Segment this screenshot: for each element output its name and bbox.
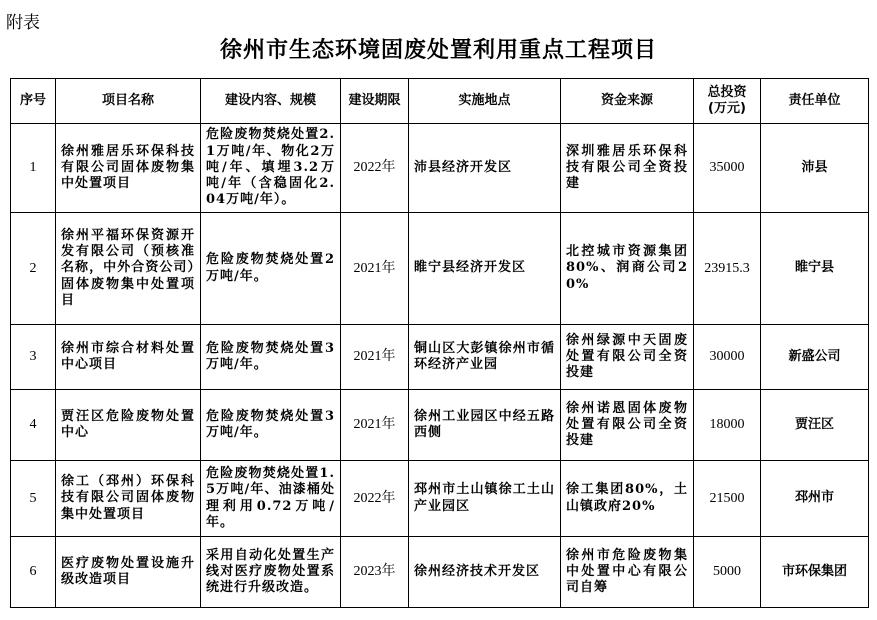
cell-period: 2021年 <box>341 213 409 325</box>
col-header-location: 实施地点 <box>409 79 561 124</box>
col-header-content: 建设内容、规模 <box>201 79 341 124</box>
table-row <box>11 213 869 325</box>
cell-content: 危险废物焚烧处置3万吨/年。 <box>201 325 341 390</box>
cell-name: 徐州市综合材料处置中心项目 <box>56 325 201 390</box>
table-row <box>11 390 869 461</box>
cell-no: 5 <box>11 461 56 537</box>
col-header-no: 序号 <box>11 79 56 124</box>
cell-investment: 23915.3 <box>694 213 761 325</box>
cell-unit: 新盛公司 <box>761 325 869 390</box>
col-header-investment: 总投资(万元) <box>694 79 761 124</box>
cell-investment: 21500 <box>694 461 761 537</box>
col-header-unit: 责任单位 <box>761 79 869 124</box>
cell-no: 1 <box>11 124 56 213</box>
cell-funding: 徐州市危险废物集中处置中心有限公司自筹 <box>561 537 694 608</box>
cell-no: 4 <box>11 390 56 461</box>
cell-investment: 35000 <box>694 124 761 213</box>
cell-no: 3 <box>11 325 56 390</box>
col-header-name: 项目名称 <box>56 79 201 124</box>
cell-investment: 18000 <box>694 390 761 461</box>
cell-location: 徐州工业园区中经五路西侧 <box>409 390 561 461</box>
col-header-funding: 资金来源 <box>561 79 694 124</box>
col-header-period: 建设期限 <box>341 79 409 124</box>
cell-funding: 徐工集团80%，土山镇政府20% <box>561 461 694 537</box>
cell-unit: 邳州市 <box>761 461 869 537</box>
cell-content: 危险废物焚烧处置1.5万吨/年、油漆桶处理利用0.72万吨/年。 <box>201 461 341 537</box>
table-row <box>11 537 869 608</box>
cell-funding: 徐州绿源中天固废处置有限公司全资投建 <box>561 325 694 390</box>
cell-period: 2022年 <box>341 461 409 537</box>
cell-content: 危险废物焚烧处置2.1万吨/年、物化2万吨/年、填埋3.2万吨/年（含稳固化2.04万吨/年）。 <box>201 124 341 213</box>
cell-unit: 贾汪区 <box>761 390 869 461</box>
cell-no: 2 <box>11 213 56 325</box>
cell-location: 铜山区大彭镇徐州市循环经济产业园 <box>409 325 561 390</box>
table-row <box>11 325 869 390</box>
cell-period: 2023年 <box>341 537 409 608</box>
cell-name: 徐州雅居乐环保科技有限公司固体废物集中处置项目 <box>56 124 201 213</box>
cell-unit: 沛县 <box>761 124 869 213</box>
cell-investment: 5000 <box>694 537 761 608</box>
cell-funding: 徐州诺恩固体废物处置有限公司全资投建 <box>561 390 694 461</box>
table-row <box>11 461 869 537</box>
table-row <box>11 124 869 213</box>
cell-content: 危险废物焚烧处置3万吨/年。 <box>201 390 341 461</box>
page-title: 徐州市生态环境固废处置利用重点工程项目 <box>219 38 657 63</box>
cell-content: 采用自动化处置生产线对医疗废物处置系统进行升级改造。 <box>201 537 341 608</box>
cell-funding: 深圳雅居乐环保科技有限公司全资投建 <box>561 124 694 213</box>
cell-location: 睢宁县经济开发区 <box>409 213 561 325</box>
cell-name: 徐工（邳州）环保科技有限公司固体废物集中处置项目 <box>56 461 201 537</box>
cell-period: 2021年 <box>341 325 409 390</box>
cell-name: 贾汪区危险废物处置中心 <box>56 390 201 461</box>
appendix-label: 附表 <box>6 13 40 33</box>
table-header-row <box>11 79 869 124</box>
cell-unit: 市环保集团 <box>761 537 869 608</box>
cell-location: 徐州经济技术开发区 <box>409 537 561 608</box>
cell-no: 6 <box>11 537 56 608</box>
cell-period: 2021年 <box>341 390 409 461</box>
cell-funding: 北控城市资源集团80%、润商公司20% <box>561 213 694 325</box>
cell-investment: 30000 <box>694 325 761 390</box>
cell-period: 2022年 <box>341 124 409 213</box>
cell-content: 危险废物焚烧处置2万吨/年。 <box>201 213 341 325</box>
cell-name: 徐州平福环保资源开发有限公司（预核准名称，中外合资公司）固体废物集中处置项目 <box>56 213 201 325</box>
project-table <box>10 78 869 608</box>
cell-unit: 睢宁县 <box>761 213 869 325</box>
cell-location: 沛县经济开发区 <box>409 124 561 213</box>
cell-name: 医疗废物处置设施升级改造项目 <box>56 537 201 608</box>
cell-location: 邳州市土山镇徐工土山产业园区 <box>409 461 561 537</box>
